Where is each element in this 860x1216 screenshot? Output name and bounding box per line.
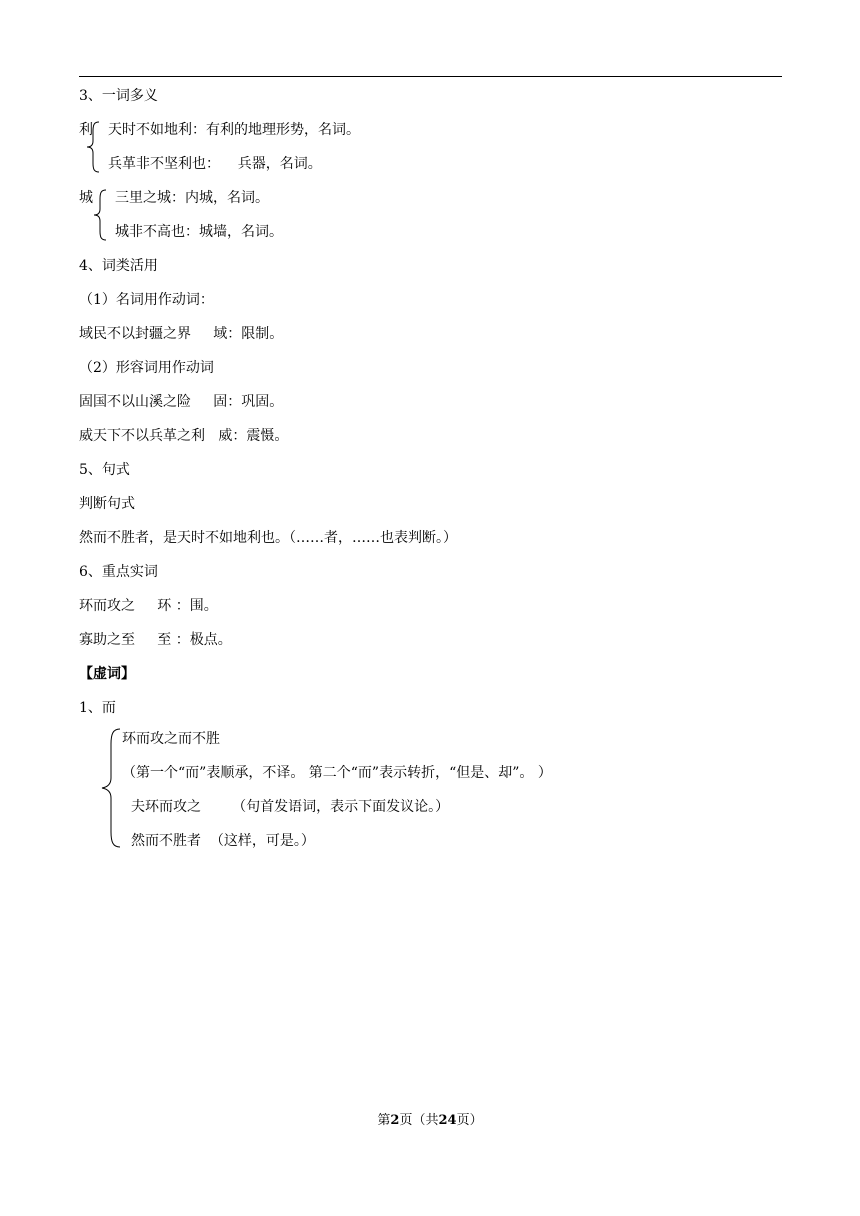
page-footer (0, 1112, 860, 1130)
heading-word-class: 4、词类活用 (79, 258, 158, 274)
polysemy-char-cheng: 城 (79, 190, 93, 206)
er-line4: 然而不胜者 （这样，可是。） (131, 833, 315, 849)
brace-er (101, 728, 121, 848)
heading-sentence-pattern: 5、句式 (79, 462, 130, 478)
sentence-pattern-sub: 判断句式 (79, 496, 135, 512)
word-class-sub1: （1）名词用作动词： (79, 292, 214, 308)
polysemy-cheng-line2: 城非不高也：城墙，名词。 (115, 224, 283, 240)
heading-polysemy: 3、一词多义 (79, 88, 158, 104)
word-class-item2: 固国不以山溪之险 固：巩固。 (79, 394, 284, 410)
page-total: 24 (438, 1113, 457, 1128)
er-line3: 夫环而攻之 （句首发语词，表示下面发议论。） (131, 799, 450, 815)
footer-middle: 页（共 (399, 1113, 439, 1128)
sentence-pattern-item: 然而不胜者，是天时不如地利也。（……者，……也表判断。） (79, 530, 457, 546)
er-line2: （第一个“而”表顺承，不译。 第二个“而”表示转折，“但是、却”。 ） (122, 765, 552, 781)
key-words-item2: 寡助之至 至 ：极点。 (79, 632, 232, 648)
footer-suffix: 页） (456, 1113, 483, 1128)
header-rule (79, 76, 782, 77)
page-number: 2 (390, 1113, 400, 1128)
word-class-item1: 域民不以封疆之界 域：限制。 (79, 326, 284, 342)
polysemy-char-li: 利 (79, 122, 93, 138)
heading-key-words: 6、重点实词 (79, 564, 158, 580)
brace-cheng (93, 189, 107, 241)
polysemy-li-line2: 兵革非不坚利也： 兵器，名词。 (108, 156, 322, 172)
brace-li (86, 121, 100, 173)
function-word-er: 1、而 (79, 700, 116, 716)
footer-prefix: 第 (377, 1113, 391, 1128)
key-words-item1: 环而攻之 环 ：围。 (79, 598, 218, 614)
polysemy-cheng-line1: 三里之城：内城，名词。 (115, 190, 269, 206)
polysemy-li-line1: 天时不如地利：有利的地理形势，名词。 (108, 122, 360, 138)
er-line1: 环而攻之而不胜 (122, 731, 220, 747)
heading-function-words: 【虚词】 (79, 666, 135, 682)
word-class-item3: 威天下不以兵革之利 威：震慑。 (79, 428, 289, 444)
word-class-sub2: （2）形容词用作动词 (79, 360, 214, 376)
